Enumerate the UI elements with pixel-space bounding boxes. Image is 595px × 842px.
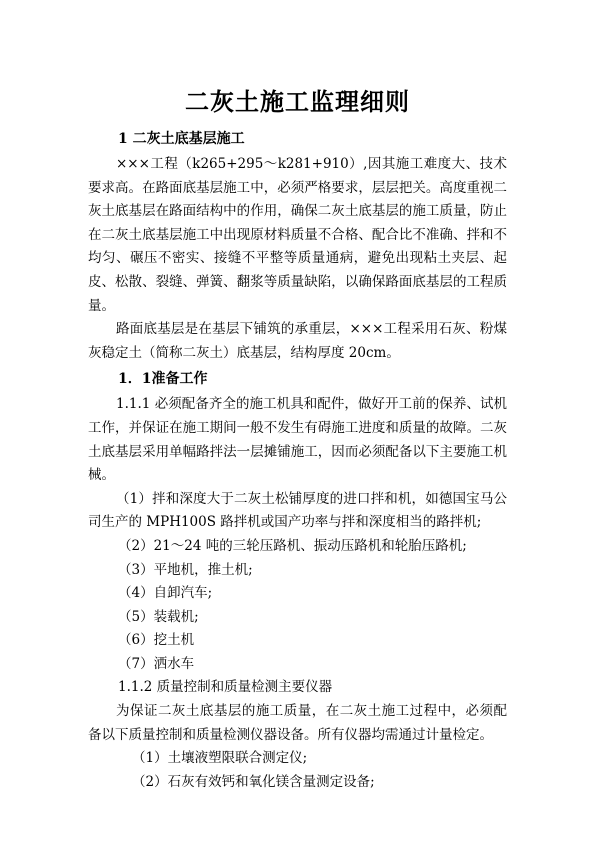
paragraph-base-layer: 路面底基层是在基层下铺筑的承重层，×××工程采用石灰、粉煤灰稳定土（简称二灰土）底基层，结构厚度 20cm。 (88, 321, 507, 361)
document-title: 二灰土施工监理细则 (185, 87, 410, 116)
list-item-machine-5: （5）装载机; (118, 608, 199, 625)
list-item-machine-2: （2）21～24 吨的三轮压路机、振动压路机和轮胎压路机; (118, 537, 467, 554)
list-item-machine-7: （7）洒水车 (118, 655, 195, 672)
section-heading-1: 1 二灰土底基层施工 (118, 131, 245, 147)
list-item-machine-1: （1）拌和深度大于二灰土松铺厚度的进口拌和机，如德国宝马公司生产的 MPH100S 路拌机或国产功率与拌和深度相当的路拌机; (88, 490, 507, 531)
section-heading-1-1: 1．1准备工作 (118, 371, 208, 388)
paragraph-equipment: 1.1.1 必须配备齐全的施工机具和配件，做好开工前的保养、试机工作，并保证在施工期间一般不发生有碍施工进度和质量的故障。二灰土底基层采用单幅路拌法一层摊铺施工，因而必须配备以下主要施工机械。 (88, 396, 507, 484)
list-item-instrument-2: （2）石灰有效钙和氧化镁含量测定设备; (132, 773, 375, 790)
list-item-instrument-1: （1）土壤液塑限联合测定仪; (132, 750, 308, 767)
list-item-machine-3: （3）平地机，推土机; (118, 561, 253, 578)
list-item-machine-4: （4）自卸汽车; (118, 585, 213, 602)
list-item-machine-6: （6）挖土机 (118, 632, 195, 649)
paragraph-instruments: 为保证二灰土底基层的施工质量，在二灰土施工过程中，必须配备以下质量控制和质量检测仪器设备。所有仪器均需通过计量检定。 (88, 703, 507, 743)
paragraph-intro: ×××工程（k265+295～k281+910）,因其施工难度大、技术要求高。在路面底基层施工中，必须严格要求，层层把关。高度重视二灰土底基层在路面结构中的作用，确保二灰土底基层的施工质量，防止在二灰土底基层施工中出现原材料质量不合格、配合比不准确、拌和不均匀、碾压不密实、接缝不平整等质量通病，避免出现粘土夹层、起皮、松散、裂缝、弹簧、翻浆等质量缺陷，以确保路面底基层的工程质量。 (88, 156, 507, 314)
subsection-heading-1-1-2: 1.1.2 质量控制和质量检测主要仪器 (118, 679, 333, 696)
